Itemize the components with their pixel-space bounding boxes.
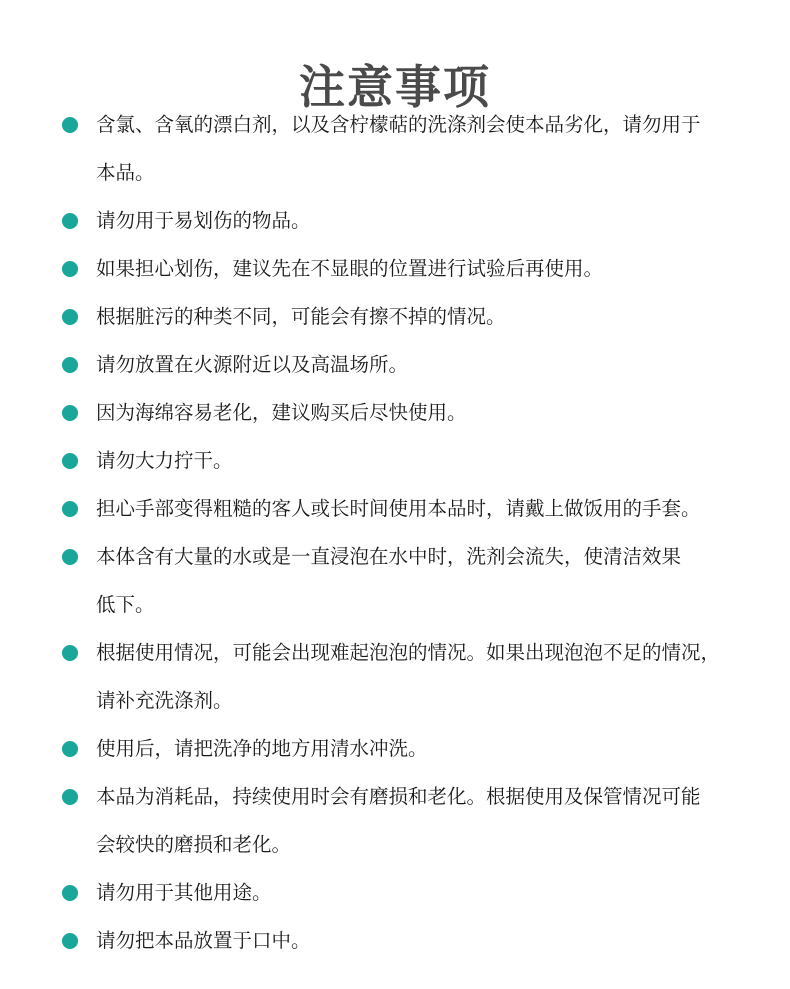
list-item-text: 请勿大力拧干。: [96, 449, 233, 472]
list-item-text: 因为海绵容易老化，建议购买后尽快使用。: [96, 401, 467, 424]
list-item: [0, 197, 790, 245]
list-item: [0, 101, 790, 197]
list-item-text: 请勿放置在火源附近以及高温场所。: [96, 353, 409, 376]
list-item-text: 会较快的磨损和老化。: [96, 833, 292, 856]
list-item-text: 担心手部变得粗糙的客人或长时间使用本品时，请戴上做饭用的手套。: [96, 497, 701, 520]
bullet-dot-icon: [62, 261, 78, 277]
bullet-dot-icon: [62, 501, 78, 517]
bullet-dot-icon: [62, 933, 78, 949]
list-item-text: 使用后，请把洗净的地方用清水冲洗。: [96, 737, 428, 760]
list-item: [0, 869, 790, 917]
list-item-text: 根据使用情况，可能会出现难起泡泡的情况。如果出现泡泡不足的情况，: [96, 641, 721, 664]
bullet-dot-icon: [62, 549, 78, 565]
list-item-text: 本体含有大量的水或是一直浸泡在水中时，洗剂会流失，使清洁效果: [96, 545, 682, 568]
list-item: [0, 725, 790, 773]
list-item-text: 请勿用于其他用途。: [96, 881, 272, 904]
list-item-text: 根据脏污的种类不同，可能会有擦不掉的情况。: [96, 305, 506, 328]
bullet-dot-icon: [62, 789, 78, 805]
list-item: [0, 293, 790, 341]
bullet-dot-icon: [62, 645, 78, 661]
list-item: [0, 341, 790, 389]
list-item-text: 低下。: [96, 593, 155, 616]
list-item: [0, 629, 790, 725]
list-item: [0, 437, 790, 485]
bullet-dot-icon: [62, 885, 78, 901]
list-item: [0, 773, 790, 869]
notice-list: [0, 101, 790, 965]
bullet-dot-icon: [62, 405, 78, 421]
bullet-dot-icon: [62, 213, 78, 229]
list-item: [0, 389, 790, 437]
list-item-text: 本品为消耗品，持续使用时会有磨损和老化。根据使用及保管情况可能: [96, 785, 701, 808]
list-item-text: 请勿用于易划伤的物品。: [96, 209, 311, 232]
list-item-text: 本品。: [96, 161, 155, 184]
list-item: [0, 485, 790, 533]
list-item: [0, 533, 790, 629]
list-item-text: 请勿把本品放置于口中。: [96, 929, 311, 952]
bullet-dot-icon: [62, 117, 78, 133]
bullet-dot-icon: [62, 357, 78, 373]
list-item: [0, 917, 790, 965]
bullet-dot-icon: [62, 741, 78, 757]
list-item-text: 如果担心划伤，建议先在不显眼的位置进行试验后再使用。: [96, 257, 604, 280]
list-item: [0, 245, 790, 293]
bullet-dot-icon: [62, 309, 78, 325]
bullet-dot-icon: [62, 453, 78, 469]
list-item-text: 请补充洗涤剂。: [96, 689, 233, 712]
list-item-text: 含氯、含氧的漂白剂，以及含柠檬萜的洗涤剂会使本品劣化，请勿用于: [96, 113, 701, 136]
page-title: 注意事项: [299, 59, 491, 114]
